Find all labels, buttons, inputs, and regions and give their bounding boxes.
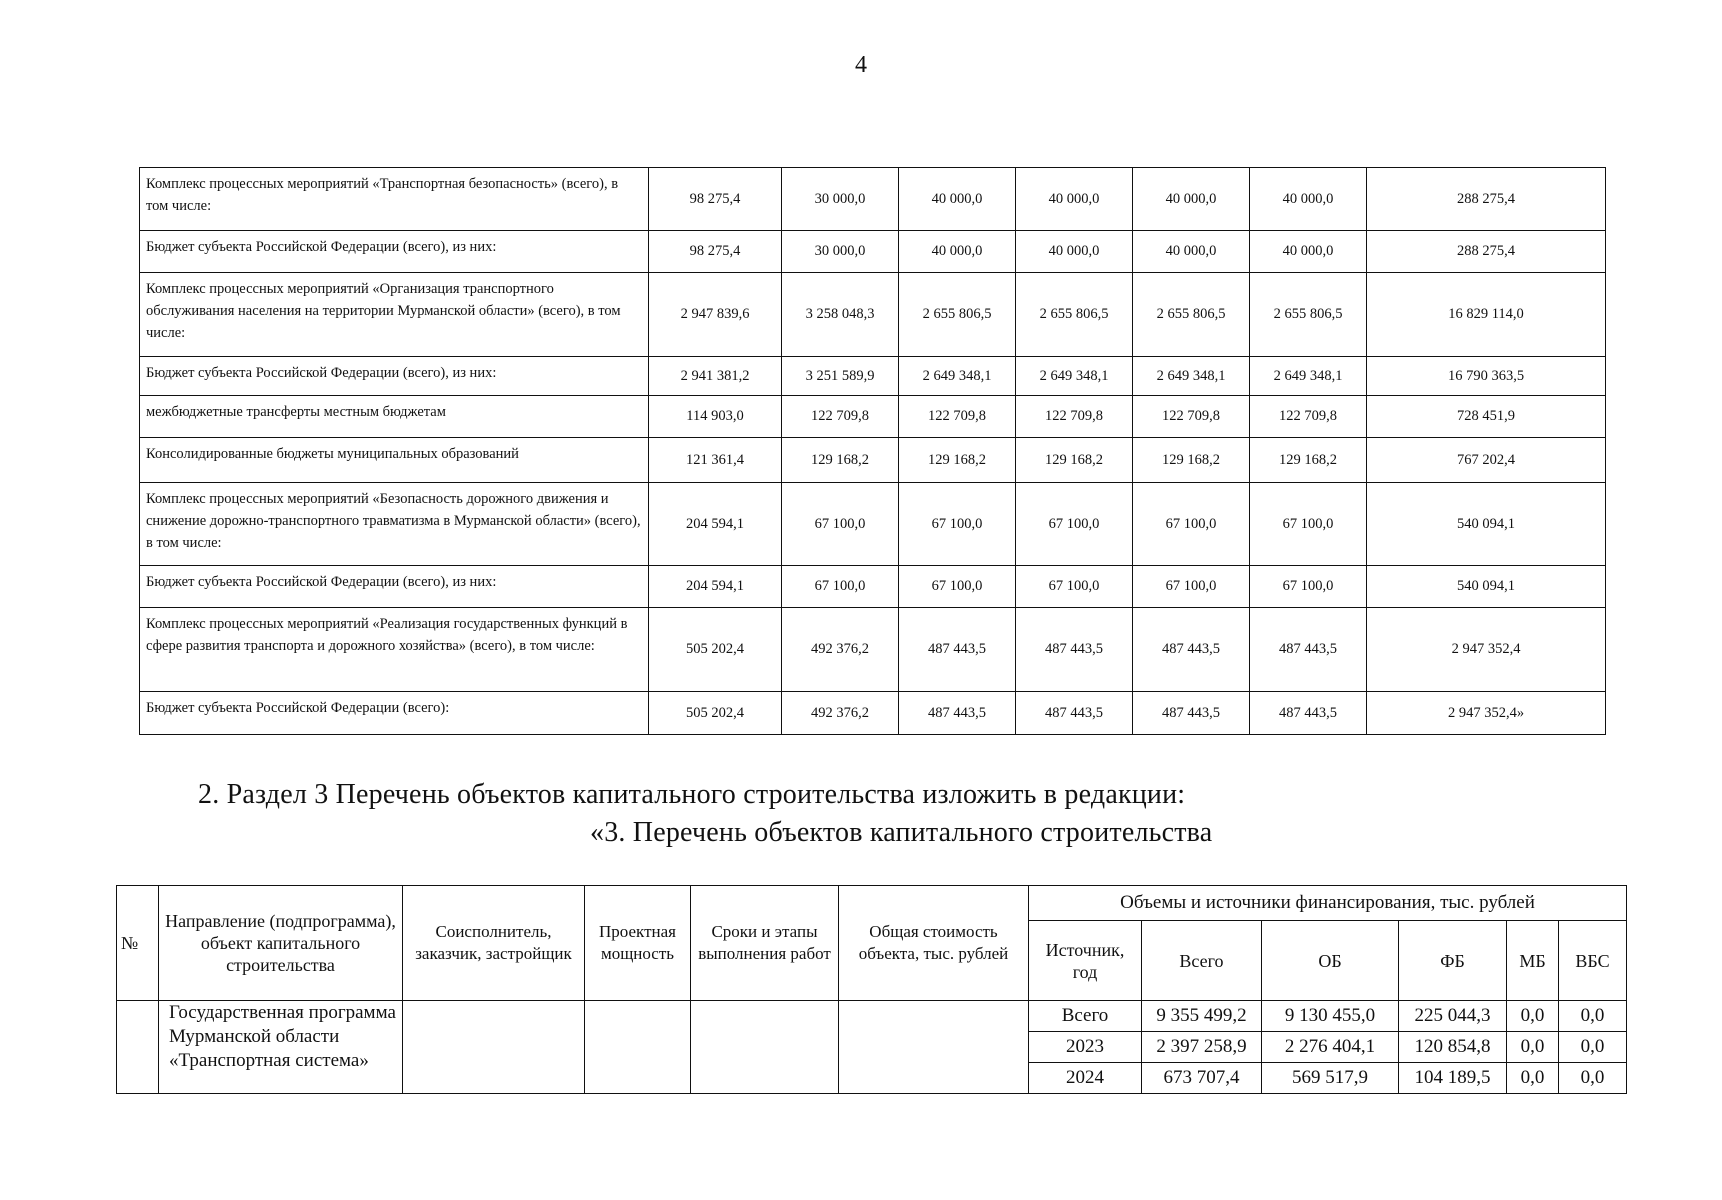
header-fb: ФБ xyxy=(1399,921,1507,1001)
cell-total: 9 355 499,2 xyxy=(1142,1001,1262,1032)
cell-total: 288 275,4 xyxy=(1367,168,1606,231)
table-row xyxy=(140,483,1606,566)
cell-value: 487 443,5 xyxy=(1250,608,1367,692)
cell-total: 2 397 258,9 xyxy=(1142,1032,1262,1063)
row-label: Комплекс процессных мероприятий «Безопасность дорожного движения и снижение дорожно-транспортного травматизма в Мурманской области» (всего), в том числе: xyxy=(140,483,649,566)
capital-construction-table xyxy=(116,885,1627,1094)
header-row xyxy=(117,886,1627,921)
cell-value: 204 594,1 xyxy=(649,566,782,608)
cell-source: 2023 xyxy=(1029,1032,1142,1063)
cell-coexecutor xyxy=(403,1001,585,1094)
cell-value: 2 649 348,1 xyxy=(1133,357,1250,396)
cell-mb: 0,0 xyxy=(1507,1063,1559,1094)
cell-value: 114 903,0 xyxy=(649,396,782,438)
cell-value: 2 947 839,6 xyxy=(649,273,782,357)
cell-total: 767 202,4 xyxy=(1367,438,1606,483)
cell-source: 2024 xyxy=(1029,1063,1142,1094)
cell-value: 67 100,0 xyxy=(899,566,1016,608)
cell-value: 67 100,0 xyxy=(1250,566,1367,608)
cell-value: 2 655 806,5 xyxy=(1016,273,1133,357)
cell-value: 40 000,0 xyxy=(1133,168,1250,231)
cell-value: 505 202,4 xyxy=(649,692,782,735)
header-vbs: ВБС xyxy=(1559,921,1627,1001)
header-terms: Сроки и этапы выполнения работ xyxy=(691,886,839,1001)
cell-value: 30 000,0 xyxy=(782,231,899,273)
cell-value: 40 000,0 xyxy=(1250,168,1367,231)
section-heading: 2. Раздел 3 Перечень объектов капитального строительства изложить в редакции: xyxy=(198,779,1186,810)
cell-ob: 2 276 404,1 xyxy=(1262,1032,1399,1063)
cell-terms xyxy=(691,1001,839,1094)
cell-value: 122 709,8 xyxy=(1133,396,1250,438)
row-label: Консолидированные бюджеты муниципальных образований xyxy=(140,438,649,483)
cell-value: 129 168,2 xyxy=(899,438,1016,483)
cell-vbs: 0,0 xyxy=(1559,1063,1627,1094)
cell-value: 2 655 806,5 xyxy=(1250,273,1367,357)
cell-value: 40 000,0 xyxy=(899,231,1016,273)
cell-number xyxy=(117,1001,159,1094)
cell-value: 505 202,4 xyxy=(649,608,782,692)
cell-fb: 104 189,5 xyxy=(1399,1063,1507,1094)
cell-value: 67 100,0 xyxy=(1016,566,1133,608)
header-ob: ОБ xyxy=(1262,921,1399,1001)
cell-value: 67 100,0 xyxy=(782,483,899,566)
header-number: № xyxy=(117,886,159,1001)
cell-value: 129 168,2 xyxy=(782,438,899,483)
cell-value: 129 168,2 xyxy=(1016,438,1133,483)
cell-value: 487 443,5 xyxy=(899,608,1016,692)
cell-value: 492 376,2 xyxy=(782,608,899,692)
cell-value: 487 443,5 xyxy=(1016,608,1133,692)
cell-value: 98 275,4 xyxy=(649,231,782,273)
row-label: Комплекс процессных мероприятий «Организация транспортного обслуживания населения на территории Мурманской области» (всего), в том числе: xyxy=(140,273,649,357)
cell-value: 129 168,2 xyxy=(1250,438,1367,483)
table-row xyxy=(117,1001,1627,1032)
cell-value: 67 100,0 xyxy=(1133,483,1250,566)
table-row xyxy=(140,692,1606,735)
row-label: Бюджет субъекта Российской Федерации (всего), из них: xyxy=(140,231,649,273)
cell-value: 67 100,0 xyxy=(899,483,1016,566)
page-number: 4 xyxy=(855,52,867,78)
cell-value: 40 000,0 xyxy=(1016,168,1133,231)
cell-cost xyxy=(839,1001,1029,1094)
cell-value: 67 100,0 xyxy=(1250,483,1367,566)
header-funding: Объемы и источники финансирования, тыс. рублей xyxy=(1029,886,1627,921)
section-title: «3. Перечень объектов капитального строительства xyxy=(590,817,1213,848)
cell-value: 98 275,4 xyxy=(649,168,782,231)
row-label: Комплекс процессных мероприятий «Транспортная безопасность» (всего), в том числе: xyxy=(140,168,649,231)
cell-mb: 0,0 xyxy=(1507,1001,1559,1032)
cell-total: 288 275,4 xyxy=(1367,231,1606,273)
cell-value: 2 649 348,1 xyxy=(1250,357,1367,396)
cell-ob: 569 517,9 xyxy=(1262,1063,1399,1094)
table-row xyxy=(140,168,1606,231)
cell-value: 2 649 348,1 xyxy=(899,357,1016,396)
header-capacity: Проектная мощность xyxy=(585,886,691,1001)
cell-value: 40 000,0 xyxy=(1016,231,1133,273)
row-label: Бюджет субъекта Российской Федерации (всего), из них: xyxy=(140,357,649,396)
program-name: Государственная программа Мурманской области «Транспортная система» xyxy=(159,1001,403,1094)
cell-vbs: 0,0 xyxy=(1559,1001,1627,1032)
row-label: Бюджет субъекта Российской Федерации (всего), из них: xyxy=(140,566,649,608)
header-coexecutor: Соисполнитель, заказчик, застройщик xyxy=(403,886,585,1001)
cell-value: 492 376,2 xyxy=(782,692,899,735)
cell-total: 540 094,1 xyxy=(1367,566,1606,608)
header-total: Всего xyxy=(1142,921,1262,1001)
cell-fb: 225 044,3 xyxy=(1399,1001,1507,1032)
cell-value: 67 100,0 xyxy=(1016,483,1133,566)
header-cost: Общая стоимость объекта, тыс. рублей xyxy=(839,886,1029,1001)
table-row xyxy=(140,396,1606,438)
header-direction: Направление (подпрограмма), объект капитального строительства xyxy=(159,886,403,1001)
cell-total: 16 790 363,5 xyxy=(1367,357,1606,396)
cell-total: 2 947 352,4 xyxy=(1367,608,1606,692)
cell-value: 30 000,0 xyxy=(782,168,899,231)
table-row xyxy=(140,357,1606,396)
cell-value: 487 443,5 xyxy=(899,692,1016,735)
header-mb: МБ xyxy=(1507,921,1559,1001)
cell-mb: 0,0 xyxy=(1507,1032,1559,1063)
cell-value: 204 594,1 xyxy=(649,483,782,566)
cell-value: 487 443,5 xyxy=(1250,692,1367,735)
cell-value: 40 000,0 xyxy=(899,168,1016,231)
cell-total: 2 947 352,4» xyxy=(1367,692,1606,735)
cell-value: 122 709,8 xyxy=(1016,396,1133,438)
cell-value: 487 443,5 xyxy=(1133,608,1250,692)
row-label: Комплекс процессных мероприятий «Реализация государственных функций в сфере развития транспорта и дорожного хозяйства» (всего), в том числе: xyxy=(140,608,649,692)
row-label: межбюджетные трансферты местным бюджетам xyxy=(140,396,649,438)
cell-value: 487 443,5 xyxy=(1133,692,1250,735)
cell-total: 728 451,9 xyxy=(1367,396,1606,438)
cell-value: 67 100,0 xyxy=(782,566,899,608)
table-row xyxy=(140,438,1606,483)
cell-total: 16 829 114,0 xyxy=(1367,273,1606,357)
cell-value: 487 443,5 xyxy=(1016,692,1133,735)
cell-value: 2 941 381,2 xyxy=(649,357,782,396)
table-row xyxy=(140,566,1606,608)
cell-value: 121 361,4 xyxy=(649,438,782,483)
cell-value: 2 655 806,5 xyxy=(1133,273,1250,357)
table-row xyxy=(140,273,1606,357)
cell-fb: 120 854,8 xyxy=(1399,1032,1507,1063)
cell-value: 40 000,0 xyxy=(1133,231,1250,273)
table-row xyxy=(140,231,1606,273)
financing-table xyxy=(139,167,1606,735)
cell-value: 122 709,8 xyxy=(899,396,1016,438)
cell-total: 673 707,4 xyxy=(1142,1063,1262,1094)
cell-total: 540 094,1 xyxy=(1367,483,1606,566)
cell-ob: 9 130 455,0 xyxy=(1262,1001,1399,1032)
cell-value: 3 258 048,3 xyxy=(782,273,899,357)
cell-value: 129 168,2 xyxy=(1133,438,1250,483)
cell-capacity xyxy=(585,1001,691,1094)
cell-value: 2 655 806,5 xyxy=(899,273,1016,357)
cell-value: 122 709,8 xyxy=(782,396,899,438)
cell-value: 2 649 348,1 xyxy=(1016,357,1133,396)
header-source: Источник, год xyxy=(1029,921,1142,1001)
cell-value: 122 709,8 xyxy=(1250,396,1367,438)
table-row xyxy=(140,608,1606,692)
cell-source: Всего xyxy=(1029,1001,1142,1032)
cell-value: 3 251 589,9 xyxy=(782,357,899,396)
cell-value: 67 100,0 xyxy=(1133,566,1250,608)
cell-vbs: 0,0 xyxy=(1559,1032,1627,1063)
cell-value: 40 000,0 xyxy=(1250,231,1367,273)
row-label: Бюджет субъекта Российской Федерации (всего): xyxy=(140,692,649,735)
